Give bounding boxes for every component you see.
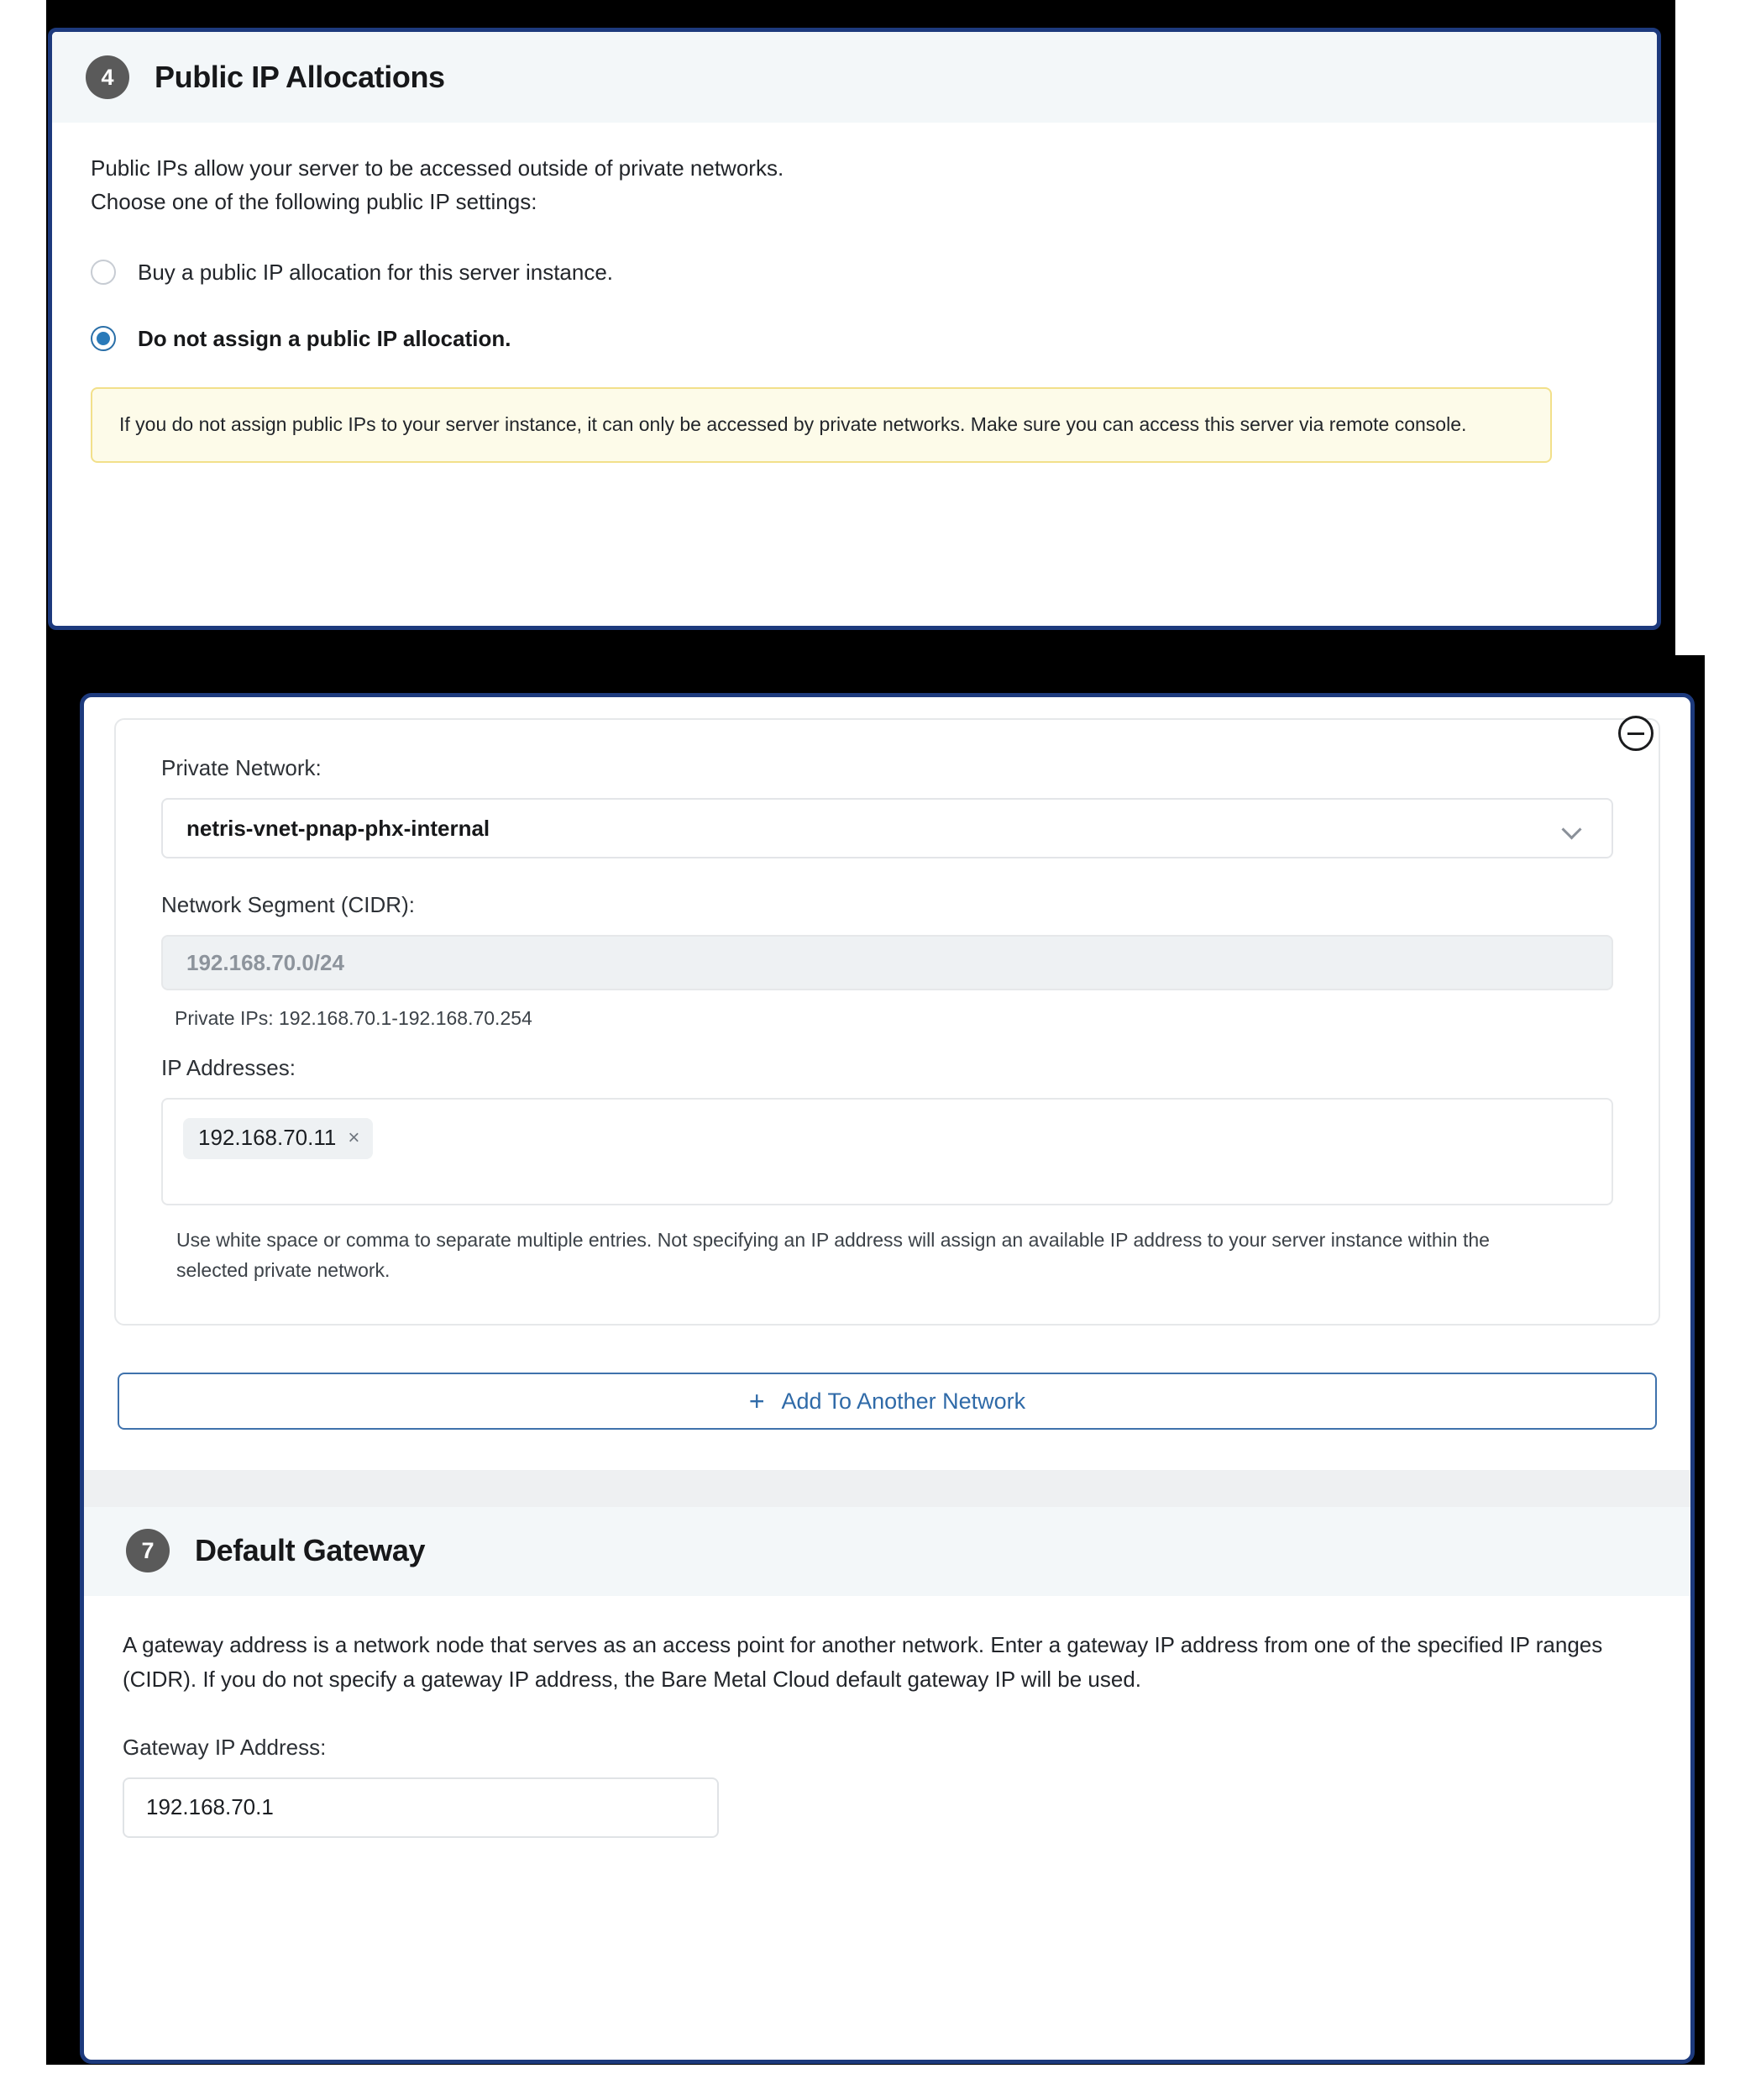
- gateway-ip-address-label: Gateway IP Address:: [123, 1734, 327, 1760]
- private-ips-range-hint: Private IPs: 192.168.70.1-192.168.70.254: [175, 1007, 532, 1029]
- public-ip-section-header: [52, 32, 1657, 123]
- public-ip-notice-banner: If you do not assign public IPs to your server instance, it can only be accessed by private networks. Make sure you can access this server via remote console.: [91, 387, 1552, 464]
- default-gateway-section-title: Default Gateway: [195, 1533, 426, 1568]
- private-network-selected-value: netris-vnet-pnap-phx-internal: [186, 815, 490, 841]
- ip-addresses-helper-text: Use white space or comma to separate multiple entries. Not specifying an IP address will assign an available IP address to your server instance within the selected private network.: [176, 1229, 1490, 1281]
- ip-address-chip-value: 192.168.70.11: [198, 1125, 337, 1150]
- default-gateway-description: A gateway address is a network node that serves as an access point for another network. Enter a gateway IP address from one of the specified IP ranges (CIDR). If you do not specify a gateway IP address, the Bare Metal Cloud default gateway IP will be used.: [123, 1632, 1603, 1692]
- gateway-ip-address-input[interactable]: 192.168.70.1: [123, 1777, 719, 1838]
- step-badge-7: 7: [126, 1529, 170, 1572]
- radio-option-no-public-ip[interactable]: [91, 326, 1618, 352]
- ip-address-chip[interactable]: [183, 1118, 373, 1159]
- public-ip-section-body: [52, 123, 1657, 463]
- default-gateway-section-header: [84, 1507, 1690, 1596]
- public-ip-allocations-panel: [48, 28, 1661, 630]
- network-card-area: [84, 697, 1690, 1326]
- private-network-label: Private Network:: [161, 755, 322, 780]
- add-to-another-network-button[interactable]: [118, 1373, 1657, 1430]
- plus-icon: +: [748, 1386, 765, 1417]
- public-ip-description-line-1: Public IPs allow your server to be accessed outside of private networks.: [91, 155, 784, 181]
- radio-label-buy-public-ip: Buy a public IP allocation for this server instance.: [138, 259, 614, 285]
- minus-glyph: [1627, 732, 1644, 735]
- radio-option-buy-public-ip[interactable]: [91, 260, 1618, 286]
- network-config-card: [114, 718, 1660, 1326]
- section-divider-band: [84, 1470, 1690, 1507]
- ip-addresses-label: IP Addresses:: [161, 1055, 296, 1080]
- public-ip-radio-group: [91, 260, 1618, 352]
- add-to-another-network-label: Add To Another Network: [781, 1388, 1026, 1414]
- private-network-select[interactable]: [161, 798, 1613, 858]
- add-network-button-wrap: [84, 1373, 1690, 1430]
- minus-circle-icon[interactable]: [1618, 716, 1654, 751]
- network-segment-label: Network Segment (CIDR):: [161, 892, 415, 917]
- radio-label-no-public-ip: Do not assign a public IP allocation.: [138, 325, 511, 351]
- step-badge-4: 4: [86, 55, 129, 99]
- default-gateway-section-body: [84, 1596, 1690, 1838]
- private-network-panel: [80, 693, 1695, 2064]
- network-segment-cidr-field: 192.168.70.0/24: [161, 935, 1613, 990]
- chevron-down-icon[interactable]: [1563, 822, 1583, 834]
- ip-addresses-input[interactable]: [161, 1098, 1613, 1205]
- radio-icon-selected[interactable]: [91, 326, 116, 351]
- radio-icon-unselected[interactable]: [91, 260, 116, 285]
- public-ip-section-title: Public IP Allocations: [155, 60, 445, 94]
- close-icon[interactable]: ×: [348, 1126, 360, 1149]
- public-ip-description-line-2: Choose one of the following public IP settings:: [91, 189, 537, 215]
